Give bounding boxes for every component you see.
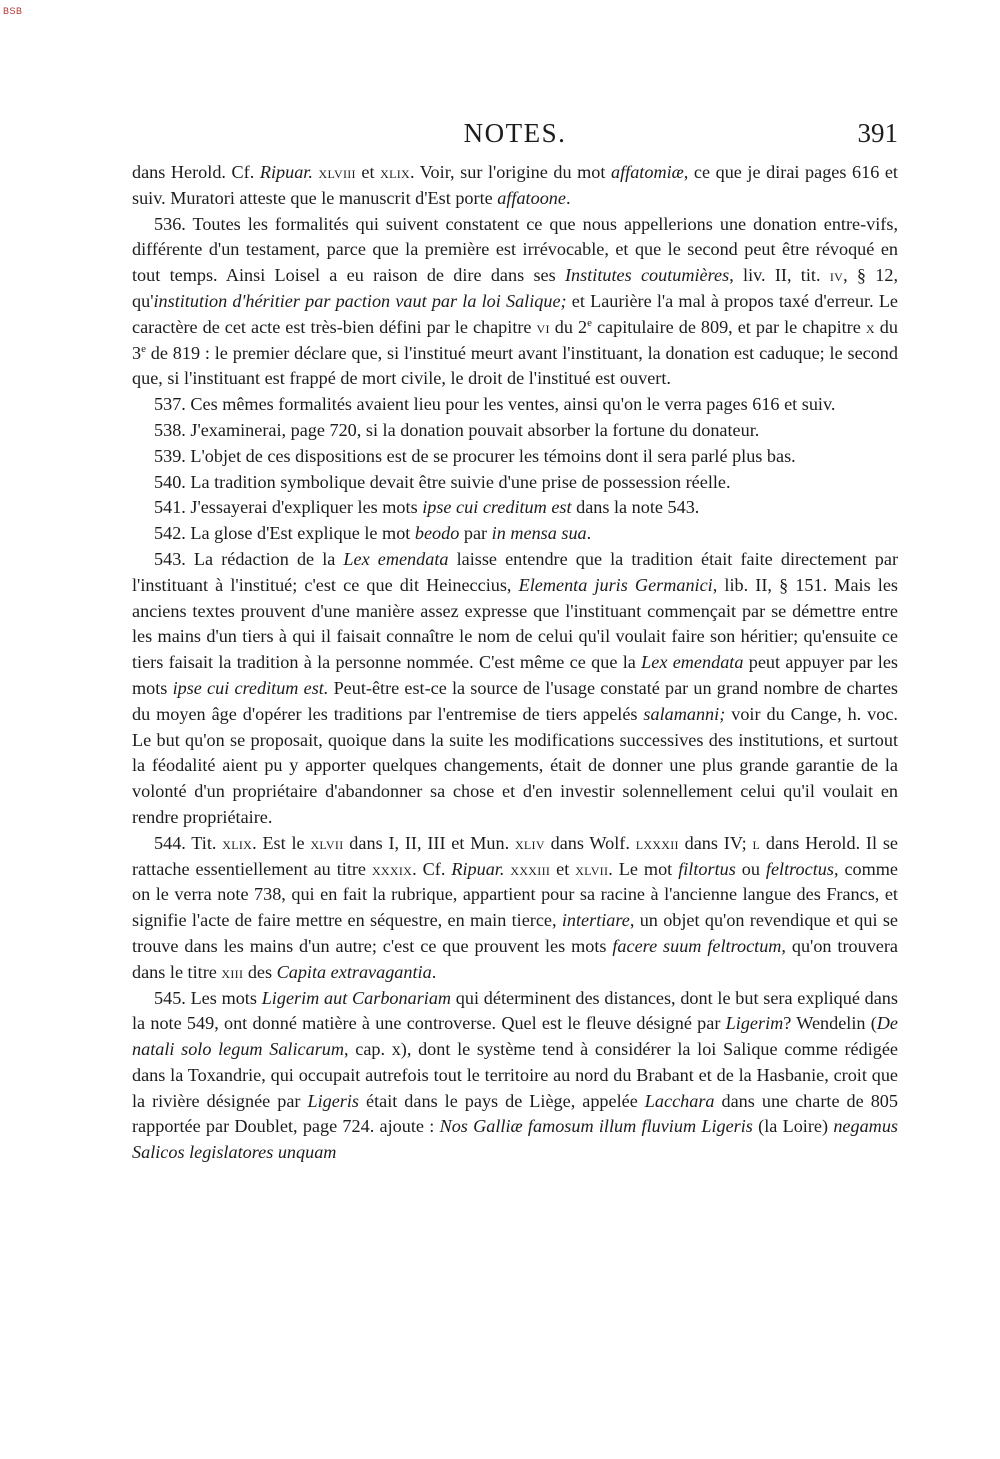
italic-text: Institutes coutumières (564, 265, 730, 286)
note-number: 541. (154, 497, 186, 518)
italic-text: Nos Galliæ famosum illum fluvium Ligeris (439, 1116, 753, 1137)
note-text: J'examinerai, page 720, si la donation pouvait absorber la fortune du donateur. (185, 419, 760, 440)
note-text: capitulaire de 809, et par le chapitre (591, 316, 866, 337)
note-545 (132, 986, 898, 1167)
note-text: . (431, 961, 437, 982)
italic-text: affatomiæ (611, 162, 684, 182)
italic-text: facere suum feltroctum (612, 935, 782, 956)
roman-numeral: l (752, 833, 761, 853)
note-text: laisse entendre que la tradition était faite directement par l'instituant à l'institué; c'est ce que dit Heineccius, (132, 548, 898, 595)
italic-text: Capita extravagantia (276, 961, 432, 982)
note-542 (132, 521, 898, 547)
roman-numeral: xiii (221, 962, 244, 982)
italic-text: affatoone (497, 187, 566, 208)
note-538 (132, 418, 898, 444)
note-text: ? Wendelin ( (783, 1013, 877, 1034)
note-text: ou (735, 858, 766, 879)
note-text: dans une charte de 805 rapportée par Doublet, page 724. ajoute : (132, 1090, 898, 1137)
note-541 (132, 495, 898, 521)
note-535-cont (132, 160, 898, 212)
italic-text: Ligerim aut Carbonariam (261, 987, 452, 1008)
notes-body (132, 160, 898, 1166)
note-text: dans I, II, III et Mun. (343, 832, 515, 853)
note-539 (132, 444, 898, 470)
roman-numeral: lxxxii (635, 833, 679, 853)
italic-text: salamanni; (643, 703, 726, 724)
italic-text: institution d'héritier par paction vaut par la loi Salique; (153, 290, 567, 311)
italic-text: ipse cui creditum est. (172, 677, 329, 698)
note-text: La glose d'Est explique le mot (185, 523, 415, 544)
italic-text: De natali solo legum Salicarum (132, 1013, 898, 1060)
italic-text: Lacchara (644, 1090, 715, 1111)
italic-text: filtortus (678, 858, 736, 879)
superscript: e (141, 342, 146, 355)
roman-numeral: xxxix (371, 859, 413, 879)
note-text: , ce que je dirai pages 616 et suiv. Muratori atteste que le manuscrit d'Est porte (132, 162, 898, 208)
roman-numeral: vi (536, 317, 550, 337)
library-watermark: BSB (3, 6, 23, 16)
note-text: , comme on le verra note 738, qui en fait la rubrique, appartient pour sa racine à l'ancienne langue des Francs, et signifie l'acte de faire mettre en séquestre, en main tierce, (132, 858, 898, 931)
note-537 (132, 392, 898, 418)
italic-text: Elementa juris Germanici (518, 574, 713, 595)
note-number: 536. (154, 213, 186, 234)
note-text: dans Herold. Cf. (132, 162, 260, 182)
note-text: , lib. II, § 151. Mais les anciens textes prouvent d'une manière assez expresse que l'instituant commençait par se démettre entre les mains d'un tiers à qui il faisait connaître le nom de celui qu'il voulait faire son héritier; qu'ensuite ce tiers faisait la tradition à la personne nommée. C'est même ce que la (132, 574, 898, 673)
note-text: La rédaction de la (185, 548, 344, 569)
note-text: Ces mêmes formalités avaient lieu pour les ventes, ainsi qu'on le verra pages 616 et suiv. (185, 394, 836, 415)
note-text: , cap. x), dont le système tend à considérer la loi Salique comme rédigée dans la Toxandrie, qui occupait autrefois tout le territoire au nord du Brabant et de la Hasbanie, croit que la rivière désignée par (132, 1039, 898, 1111)
note-text: et (550, 858, 576, 879)
note-536 (132, 212, 898, 393)
italic-text: Lex emendata (641, 652, 744, 673)
note-text: des (243, 961, 277, 982)
page-number: 391 (857, 118, 898, 148)
roman-numeral: xliv (514, 833, 545, 853)
note-text: . (586, 523, 592, 544)
roman-numeral: iv (829, 266, 844, 286)
italic-text: in mensa sua (491, 523, 587, 544)
note-number: 540. (154, 471, 186, 492)
note-text: voir du Cange, h. voc. Le but qu'on se proposait, quoique dans la suite les modifications successives des institutions, et surtout la féodalité aient pu y apporter quelques changements, était de donner une plus grande garantie de la volonté d'un propriétaire d'abandonner sa chose et d'en investir solennellement celui qu'il voulait en rendre propriétaire. (132, 703, 898, 827)
note-text: . Le mot (608, 858, 679, 879)
note-number: 537. (154, 394, 186, 415)
italic-text: Ligeris (307, 1090, 359, 1111)
italic-text: Lex emendata (343, 548, 449, 569)
note-text: . Voir, sur l'origine du mot (409, 162, 611, 182)
italic-text: beodo (414, 523, 460, 544)
running-title: NOTES. (463, 118, 567, 148)
note-text: Les mots (185, 987, 262, 1008)
note-text: était dans le pays de Liège, appelée (359, 1090, 645, 1111)
note-text: du 2 (549, 316, 588, 337)
note-text: J'essayerai d'expliquer les mots (185, 497, 423, 518)
italic-text: ipse cui creditum est (422, 497, 572, 518)
italic-text: Ligerim (725, 1013, 784, 1034)
note-text: . Est le (252, 832, 311, 853)
superscript: e (587, 316, 592, 329)
note-text: , liv. II, tit. (729, 265, 830, 286)
page-header (132, 118, 898, 154)
note-text: Peut-être est-ce la source de l'usage constaté par un grand nombre de chartes du moyen âge d'opérer les traditions par l'entremise de tiers appelés (132, 677, 898, 724)
note-text: dans IV; (678, 832, 753, 853)
note-text: (la Loire) (752, 1116, 834, 1137)
note-text: Tit. (185, 832, 223, 853)
note-text: Toutes les formalités qui suivent constatent ce que nous appellerions une donation entre-vifs, différente d'un testament, parce que la première est irrévocable, et que le second peut être révoqué en tout temps. Ainsi Loisel a eu raison de dire dans ses (132, 213, 898, 286)
note-number: 542. (154, 523, 186, 544)
italic-text: intertiare (561, 910, 630, 931)
italic-text: feltroctus (765, 858, 834, 879)
note-text: par (459, 523, 492, 544)
note-text: dans Herold. Il se rattache essentiellement au titre (132, 832, 898, 879)
roman-numeral: xlix (380, 163, 410, 182)
note-text: et (355, 162, 381, 182)
roman-numeral: xlix (222, 833, 253, 853)
roman-numeral: xlvii (575, 859, 609, 879)
note-number: 539. (154, 445, 186, 466)
roman-numeral: xxxiii (510, 859, 551, 879)
italic-text: negamus Salicos legislatores unquam (132, 1116, 898, 1163)
note-544 (132, 831, 898, 986)
note-text: de 819 : le premier déclare que, si l'institué meurt avant l'instituant, la donation est caduque; le second que, si l'instituant est frappé de mort civile, le droit de l'institué est ouvert. (132, 342, 898, 389)
note-text: et Laurière l'a mal à propos taxé d'erreur. Le caractère de cet acte est très-bien défini par le chapitre (132, 290, 898, 337)
note-540 (132, 470, 898, 496)
note-text: qui déterminent des distances, dont le but sera expliqué dans la note 549, ont donné matière à une controverse. Quel est le fleuve désigné par (132, 987, 898, 1034)
note-text: L'objet de ces dispositions est de se procurer les témoins dont il sera parlé plus bas. (185, 445, 796, 466)
roman-numeral: xlviii (318, 163, 356, 182)
note-text: dans Wolf. (544, 832, 636, 853)
note-text: . (565, 187, 571, 208)
note-number: 544. (154, 832, 186, 853)
note-text: , § 12, qu' (132, 265, 899, 311)
roman-numeral: x (865, 317, 875, 337)
italic-text: Ripuar. (451, 858, 505, 879)
note-text: peut appuyer par les mots (132, 652, 898, 698)
note-text: . Cf. (412, 858, 452, 879)
note-number: 545. (154, 987, 186, 1008)
note-text: , qu'on trouvera dans le titre (132, 935, 899, 982)
italic-text: Ripuar. (259, 162, 313, 182)
note-text: du 3 (132, 316, 898, 363)
note-number: 538. (154, 419, 186, 440)
note-543 (132, 547, 898, 831)
note-text: La tradition symbolique devait être suivie d'une prise de possession réelle. (185, 471, 731, 492)
note-text: , un objet qu'on revendique et qui se trouve dans les mains d'un autre; c'est ce que prouvent les mots (132, 910, 898, 956)
roman-numeral: xlvii (310, 833, 344, 853)
note-text: dans la note 543. (571, 497, 700, 518)
note-number: 543. (154, 548, 186, 569)
